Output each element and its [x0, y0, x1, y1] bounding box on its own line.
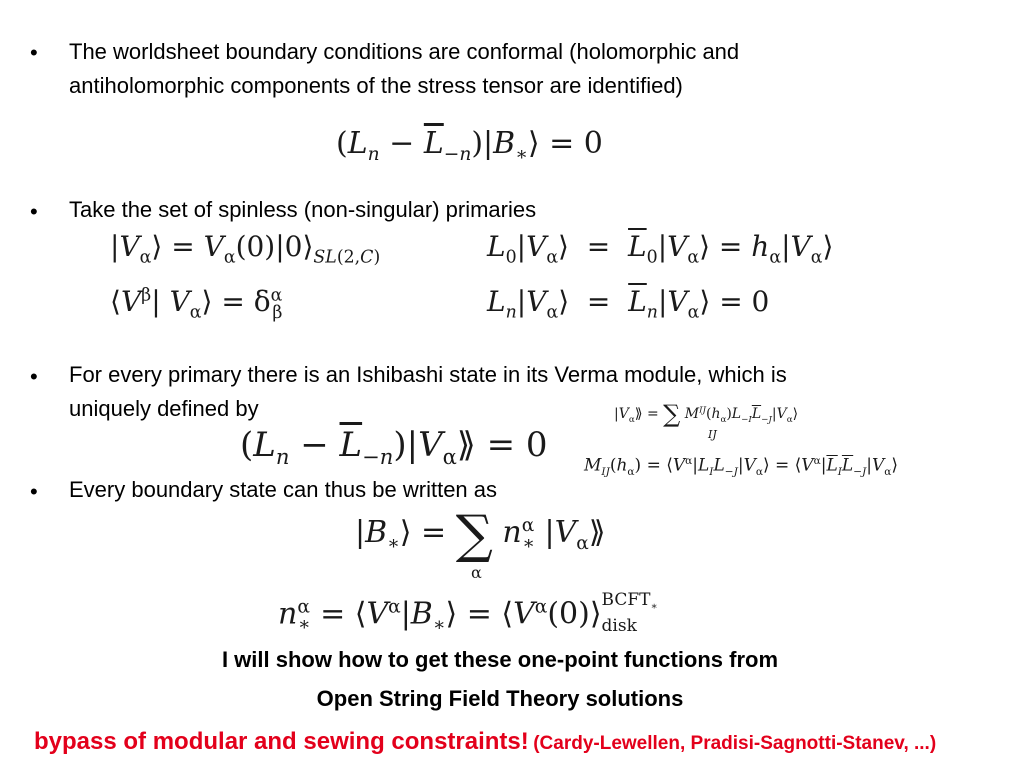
bullet-dot: •	[30, 40, 38, 65]
equation-boundary-condition: ($L_n$ − $\overline{L}_{-n})|B_∗⟩ = 0$	[336, 126, 603, 165]
equation-primary-annihilation: $L_n|V_\alpha⟩$ = $\overline{L}_n|V_\alpha⟩ = 0$	[487, 285, 770, 323]
equation-boundary-state-expansion: $|B_∗⟩$ = ∑ $n^\alpha_∗$ $|V_\alpha⟫$ α	[355, 505, 606, 582]
bullet-1-line-1: The worldsheet boundary conditions are conformal (holomorphic and	[69, 39, 740, 64]
bullet-dot: •	[30, 364, 38, 389]
bullet-1-line-2: antiholomorphic components of the stress tensor are identified)	[69, 73, 683, 98]
bullet-3-line-1: For every primary there is an Ishibashi state in its Verma module, which is	[69, 362, 787, 387]
equation-primary-weight: $L_0|V_\alpha⟩$ = $\overline{L}_0|V_\alpha⟩$ = $h_\alpha|V_\alpha⟩$	[487, 230, 834, 268]
equation-primary-normalization: $⟨V^\beta|$ $V_\alpha⟩ = \delta^\alpha_\beta$	[110, 285, 283, 323]
equation-ishibashi-matrix: $M_{IJ}(h_\alpha)$ = $⟨V^\alpha|L_IL_{-J}|V_\alpha⟩$ = $⟨V^\alpha|\overline{L}_I\overline{L}_{-J}|V_\alpha⟩$	[584, 455, 899, 479]
footer-references: (Cardy-Lewellen, Pradisi-Sagnotti-Stanev, ...)	[533, 733, 937, 754]
bullet-3-line-2: uniquely defined by	[69, 396, 259, 421]
bullet-dot: •	[30, 199, 38, 224]
bullet-2-line-1: Take the set of spinless (non-singular) primaries	[69, 197, 537, 222]
bullet-dot: •	[30, 479, 38, 504]
footer-line-3	[34, 728, 936, 756]
equation-one-point-function: $n^\alpha_∗$ = $⟨V^\alpha|B_∗⟩$ = $⟨V^\alpha(0)⟩BCFT_∗$ disk	[278, 590, 658, 637]
equation-ishibashi-condition: ($L_n$ − $\overline{L}_{-n})|V_\alpha⟫ = 0$	[240, 425, 548, 469]
footer-bypass-text: bypass of modular and sewing constraints!	[34, 728, 529, 755]
footer-line-2: Open String Field Theory solutions	[316, 686, 684, 711]
equation-primary-state: $|V_\alpha⟩$ = $V_\alpha(0)|0⟩_{SL(2,C)}$	[110, 230, 381, 268]
footer-line-1: I will show how to get these one-point functions from	[221, 647, 779, 672]
bullet-4-line-1: Every boundary state can thus be written as	[69, 477, 498, 502]
equation-ishibashi-expansion: $|V_\alpha⟫$ = ∑ $M^{IJ}(h_\alpha)L_{-I}\overline{L}_{-J}|V_\alpha⟩$ IJ	[614, 400, 799, 441]
